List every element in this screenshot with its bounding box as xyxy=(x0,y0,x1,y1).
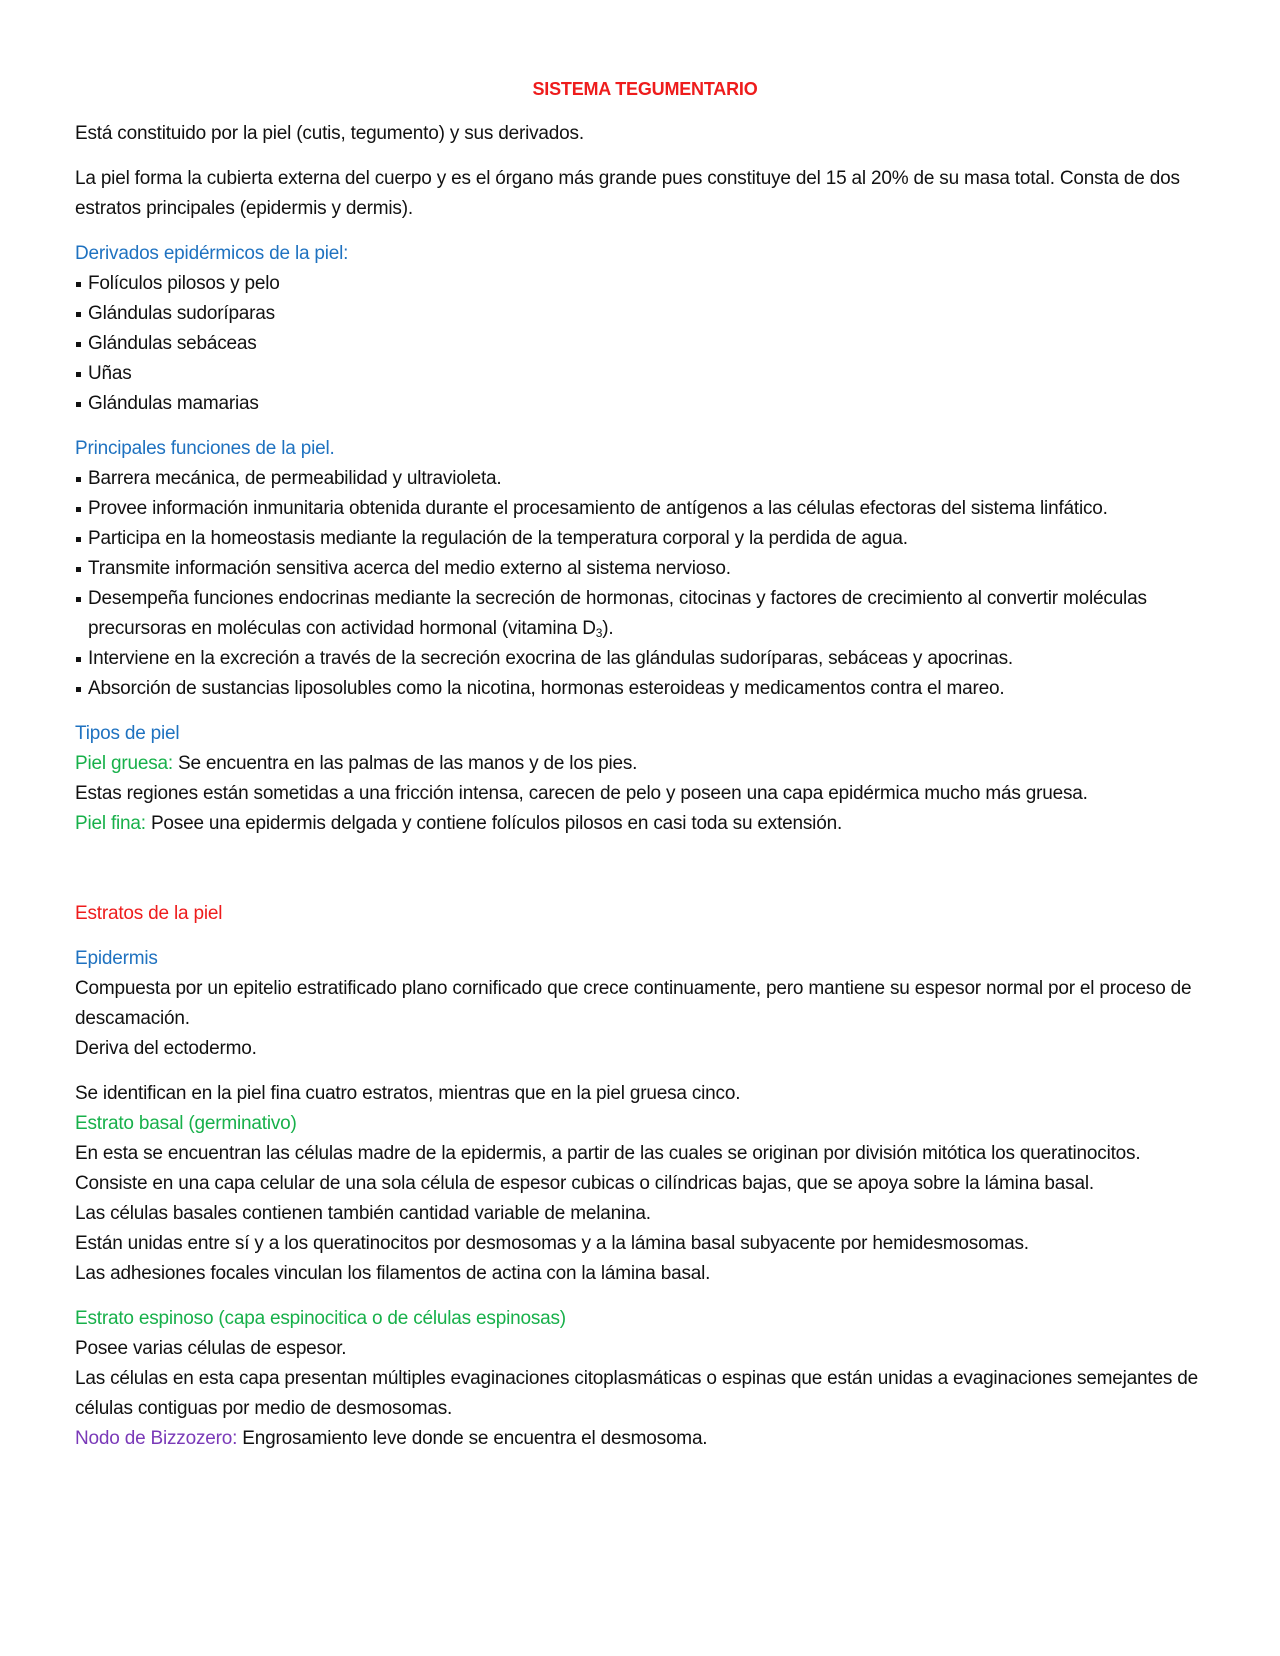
piel-gruesa-line xyxy=(75,749,1215,779)
basal-line-3: Las células basales contienen también cantidad variable de melanina. xyxy=(75,1203,651,1224)
list-item: Absorción de sustancias liposolubles como la nicotina, hormonas esteroideas y medicamentos contra el mareo. xyxy=(75,674,1215,704)
tipos-heading: Tipos de piel xyxy=(75,723,180,744)
list-item: Transmite información sensitiva acerca del medio externo al sistema nervioso. xyxy=(75,554,1215,584)
basal-line-4: Están unidas entre sí y a los queratinocitos por desmosomas y a la lámina basal subyacente por hemidesmosomas. xyxy=(75,1233,1029,1254)
funciones-heading: Principales funciones de la piel. xyxy=(75,438,335,459)
derivados-heading: Derivados epidérmicos de la piel: xyxy=(75,243,349,264)
epidermis-line-2: Deriva del ectodermo. xyxy=(75,1038,257,1059)
list-item: Participa en la homeostasis mediante la regulación de la temperatura corporal y la perdida de agua. xyxy=(75,524,1215,554)
espinoso-line-1: Posee varias células de espesor. xyxy=(75,1338,347,1359)
list-item: Glándulas mamarias xyxy=(75,389,1215,419)
estratos-identify-line: Se identifican en la piel fina cuatro estratos, mientras que en la piel gruesa cinco. xyxy=(75,1083,741,1104)
list-item: Glándulas sudoríparas xyxy=(75,299,1215,329)
funciones-list xyxy=(75,464,1215,704)
document-page xyxy=(75,74,1215,1454)
list-item-text: Desempeña funciones endocrinas mediante la secreción de hormonas, citocinas y factores de crecimiento al convertir moléculas precursoras en moléculas con actividad hormonal (vitamina D xyxy=(88,588,1147,639)
piel-gruesa-label: Piel gruesa: xyxy=(75,753,173,774)
basal-line-1: En esta se encuentran las células madre de la epidermis, a partir de las cuales se originan por división mitótica los queratinocitos. xyxy=(75,1143,1141,1164)
basal-line-5: Las adhesiones focales vinculan los filamentos de actina con la lámina basal. xyxy=(75,1263,711,1284)
vitamin-subscript: 3 xyxy=(595,626,603,640)
list-item: Interviene en la excreción a través de la secreción exocrina de las glándulas sudoríparas, sebáceas y apocrinas. xyxy=(75,644,1215,674)
document-title: SISTEMA TEGUMENTARIO xyxy=(532,79,758,99)
piel-fina-label: Piel fina: xyxy=(75,813,146,834)
bizzozero-line xyxy=(75,1424,1215,1454)
bizzozero-text: Engrosamiento leve donde se encuentra el desmosoma. xyxy=(237,1428,708,1449)
derivados-list xyxy=(75,269,1215,419)
list-item: Provee información inmunitaria obtenida durante el procesamiento de antígenos a las células efectoras del sistema linfático. xyxy=(75,494,1215,524)
piel-gruesa-detail: Estas regiones están sometidas a una fricción intensa, carecen de pelo y poseen una capa epidérmica mucho más gruesa. xyxy=(75,783,1088,804)
piel-fina-line xyxy=(75,809,1215,839)
estrato-espinoso-heading: Estrato espinoso (capa espinocitica o de células espinosas) xyxy=(75,1308,566,1329)
piel-fina-text: Posee una epidermis delgada y contiene folículos pilosos en casi toda su extensión. xyxy=(145,813,843,834)
list-item: Glándulas sebáceas xyxy=(75,329,1215,359)
piel-gruesa-text: Se encuentra en las palmas de las manos y de los pies. xyxy=(172,753,638,774)
espinoso-line-2: Las células en esta capa presentan múltiples evaginaciones citoplasmáticas o espinas que están unidas a evaginaciones semejantes de células contiguas por medio de desmosomas. xyxy=(75,1368,1198,1419)
epidermis-heading: Epidermis xyxy=(75,948,158,969)
estrato-basal-heading: Estrato basal (germinativo) xyxy=(75,1113,297,1134)
intro-paragraph: Está constituido por la piel (cutis, tegumento) y sus derivados. xyxy=(75,123,584,144)
skin-description-paragraph: La piel forma la cubierta externa del cuerpo y es el órgano más grande pues constituye del 15 al 20% de su masa total. Consta de dos estratos principales (epidermis y dermis). xyxy=(75,168,1180,219)
estratos-heading: Estratos de la piel xyxy=(75,903,223,924)
list-item xyxy=(75,584,1215,644)
basal-line-2: Consiste en una capa celular de una sola célula de espesor cubicas o cilíndricas bajas, que se apoya sobre la lámina basal. xyxy=(75,1173,1094,1194)
bizzozero-label: Nodo de Bizzozero: xyxy=(75,1428,238,1449)
vitamin-tail: ). xyxy=(602,618,614,639)
list-item: Folículos pilosos y pelo xyxy=(75,269,1215,299)
list-item: Uñas xyxy=(75,359,1215,389)
epidermis-line-1: Compuesta por un epitelio estratificado plano cornificado que crece continuamente, pero mantiene su espesor normal por el proceso de descamación. xyxy=(75,978,1192,1029)
list-item: Barrera mecánica, de permeabilidad y ultravioleta. xyxy=(75,464,1215,494)
